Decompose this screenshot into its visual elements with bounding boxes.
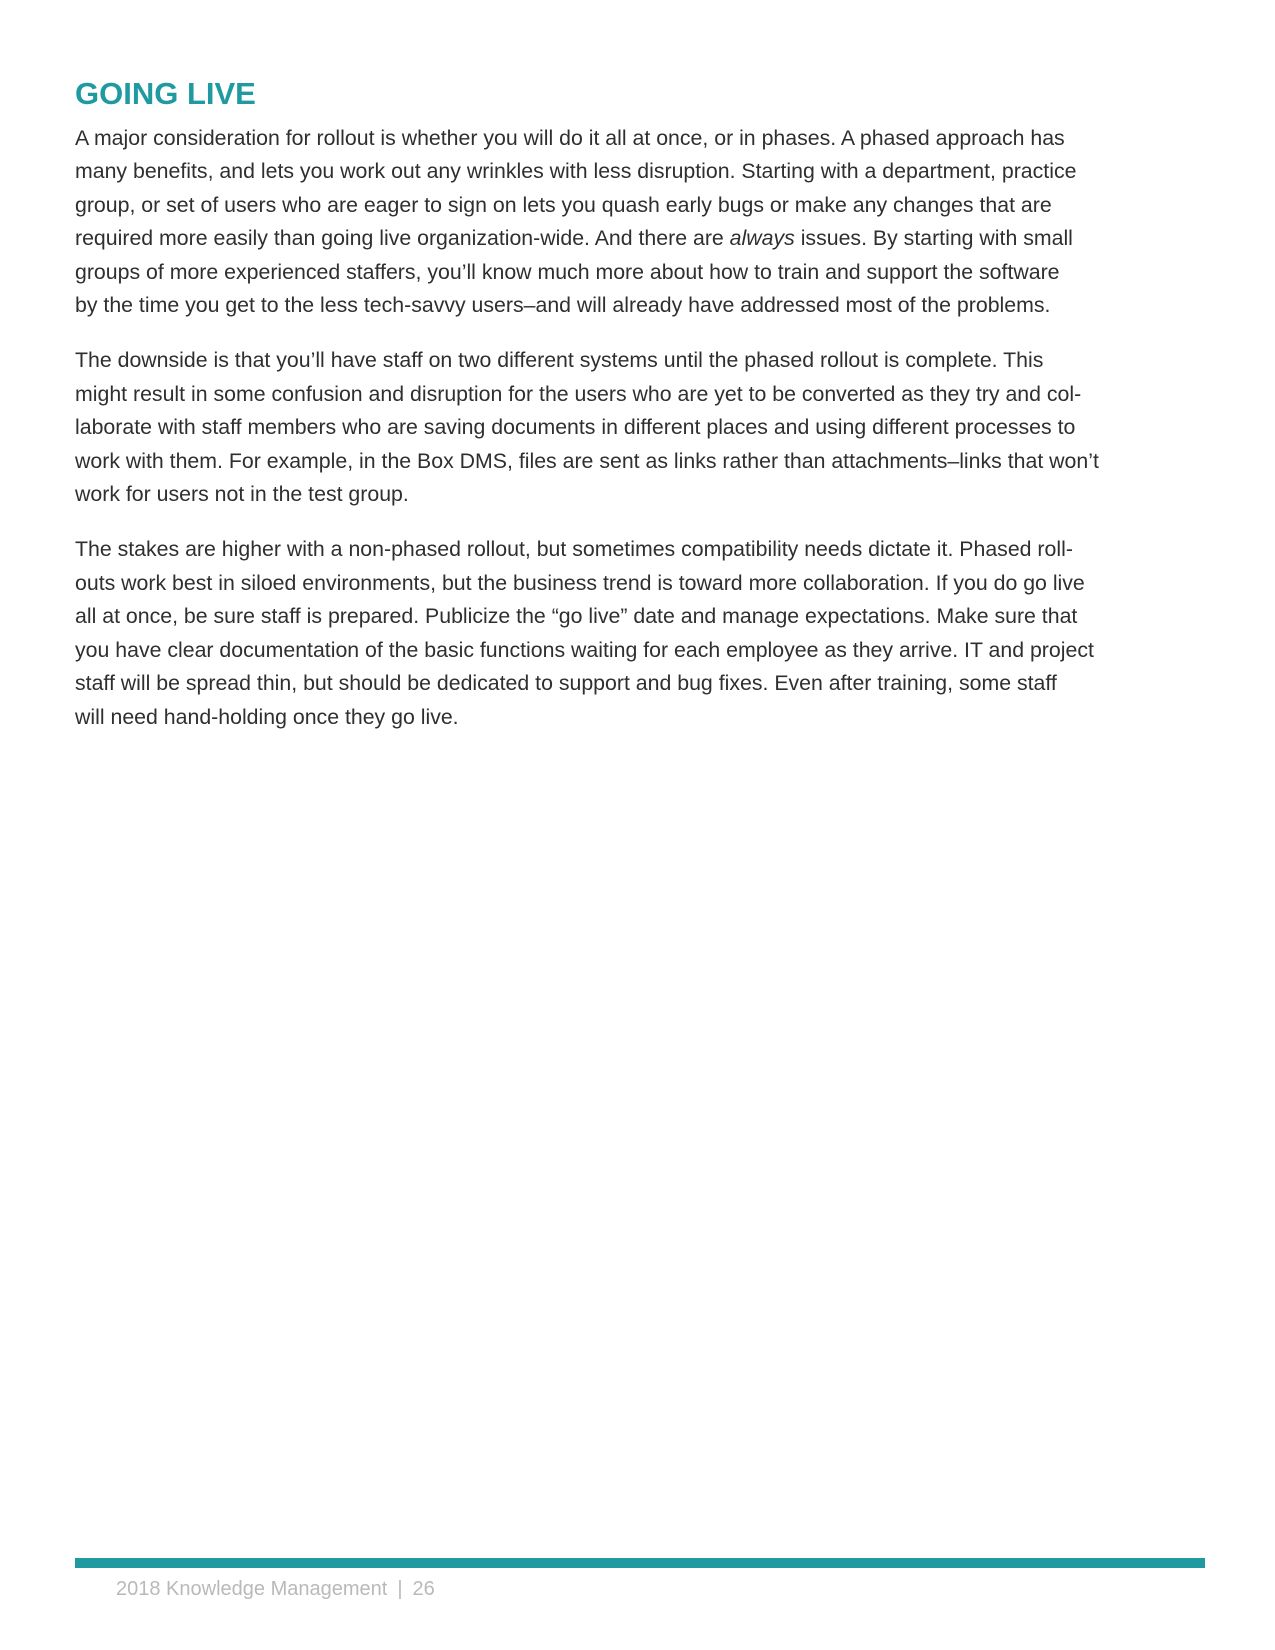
paragraph-non-phased: The stakes are higher with a non-phased rollout, but sometimes compatibility needs dictate it. Phased roll- outs work best in siloed environments, but the business trend is toward more collaboration. If you do go live all at once, be sure staff is prepared. Publicize the “go live” date and manage expectations. Make sure that you have clear documentation of the basic functions waiting for each employee as they arrive. IT and project staff will be spread thin, but should be dedicated to support and bug fixes. Even after training, some staff will need hand-holding once they go live. <box>75 537 1094 729</box>
paragraph-1-text-b: issues. By starting with small groups of more experienced staffers, you’ll know much more about how to train and support the software by the time you get to the less tech-savvy users–and will already have addressed most of the problems. <box>75 226 1073 318</box>
section-heading: GOING LIVE <box>75 76 256 111</box>
paragraph-downside: The downside is that you’ll have staff on two different systems until the phased rollout is complete. This might result in some confusion and disruption for the users who are yet to be converted as they try and col- laborate with staff members who are saving documents in different places and using different processes to work with them. For example, in the Box DMS, files are sent as links rather than attachments–links that won’t work for users not in the test group. <box>75 348 1099 507</box>
paragraph-1-text-a: A major consideration for rollout is whether you will do it all at once, or in phases. A phased approach has many benefits, and lets you work out any wrinkles with less disruption. Starting with a department, practice group, or set of users who are eager to sign on lets you quash early bugs or make any changes that are required more easily than going live organization-wide. And there are <box>75 126 1077 251</box>
footer-rule <box>75 1558 1205 1568</box>
footer-page-number: 26 <box>412 1578 435 1600</box>
page-content <box>75 72 1205 756</box>
paragraph-phased-approach <box>75 122 1205 322</box>
footer-separator: | <box>397 1578 403 1600</box>
paragraph-1-emphasis: always <box>729 226 795 251</box>
page-footer <box>116 1575 435 1603</box>
footer-publication: 2018 Knowledge Management <box>116 1578 388 1600</box>
